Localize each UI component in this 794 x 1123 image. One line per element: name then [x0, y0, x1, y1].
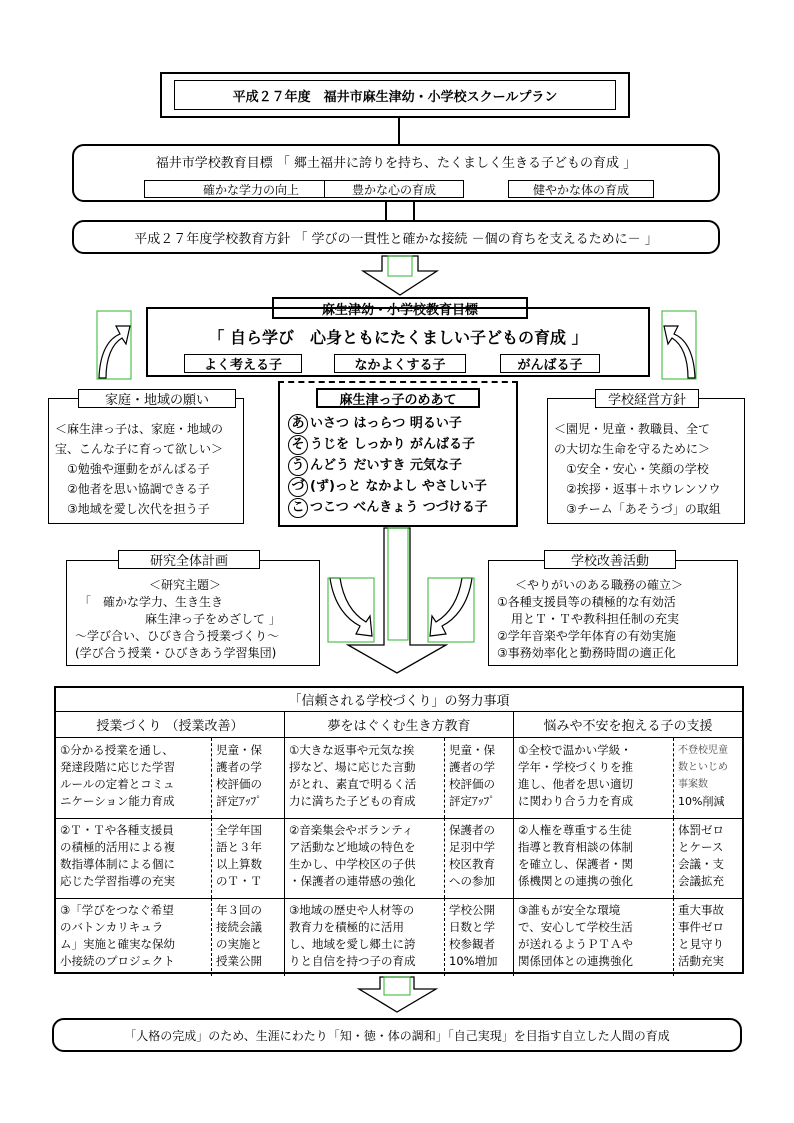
school-goal-item: なかよくする子 — [334, 354, 466, 373]
efforts-cell-side — [445, 818, 513, 898]
efforts-cell-line: 学年・学校づくりを推 — [518, 760, 633, 774]
school-goal-heading-text: 麻生津幼・小学校教育目標 — [321, 302, 478, 318]
research-line: 「 確かな学力、生き生き — [79, 595, 224, 609]
curved-arrow-icon — [96, 310, 136, 382]
efforts-cell-line: 発達段階に応じた学習 — [60, 760, 175, 774]
efforts-cell-side-line: 児童・保 — [216, 743, 262, 757]
improvement-heading-text: 学校改善活動 — [570, 554, 649, 569]
efforts-cell-side-line: 護者の学 — [449, 760, 495, 774]
city-goal-item: 健やかな体の育成 — [508, 180, 654, 198]
efforts-cell — [514, 898, 742, 976]
research-line: ＜研究主題＞ — [149, 578, 222, 592]
meate-row — [288, 476, 488, 497]
efforts-cell — [514, 818, 742, 898]
meate-text: うじを しっかり がんばる子 — [310, 437, 476, 452]
meate-heading-text: 麻生津っ子のめあて — [339, 392, 457, 408]
management-line: ＜園児・児童・教職員、全て — [554, 422, 711, 436]
school-goal-box — [146, 307, 650, 377]
efforts-cell-line: し、地域を愛し郷土に誇 — [289, 937, 416, 951]
efforts-cell — [285, 738, 514, 818]
research-heading — [118, 550, 260, 569]
efforts-cell-line: ③地域の歴史や人材等の — [289, 903, 415, 917]
efforts-cell-side-line: 会議拡充 — [678, 874, 724, 888]
efforts-row — [56, 738, 742, 819]
efforts-cell-line: ③「学びをつなぐ希望 — [60, 903, 174, 917]
research-line: 麻生津っ子をめざして 」 — [145, 612, 281, 626]
efforts-heading — [56, 688, 742, 712]
meate-text: いさつ はっらつ 明るい子 — [310, 416, 462, 431]
meate-text: んどう だいすき 元気な子 — [310, 458, 463, 473]
efforts-cell-side-line: 校評価の — [449, 777, 495, 791]
efforts-cell-main — [56, 738, 212, 818]
column-header: 悩みや不安を抱える子の支援 — [543, 719, 713, 734]
efforts-body — [56, 738, 742, 972]
efforts-cell-side-line: 足羽中学 — [449, 840, 495, 854]
efforts-cell-side-line: 授業公開 — [216, 954, 262, 968]
efforts-cell-side-line: 校評価の — [216, 777, 262, 791]
improvement-line: ＜やりがいのある職務の確立＞ — [515, 578, 684, 592]
research-box — [66, 560, 320, 666]
efforts-cell-main — [56, 898, 212, 976]
efforts-cell-side-line: のＴ・Ｔ — [216, 874, 262, 888]
efforts-cell-side-line: 評定ｱｯﾌﾟ — [216, 794, 262, 808]
efforts-cell-side-line: 10%増加 — [449, 954, 498, 968]
home-line: ①勉強や運動をがんばる子 — [67, 462, 210, 476]
management-line: ①安全・安心・笑顔の学校 — [566, 462, 709, 476]
efforts-cell-line: ア活動など地域の特色を — [289, 840, 416, 854]
efforts-cell-side-line: 活動充実 — [678, 954, 724, 968]
efforts-cell-line: ①大きな返事や元気な挨 — [289, 743, 415, 757]
meate-list — [288, 413, 488, 518]
management-line: ③チーム「あそうづ」の取組 — [566, 502, 721, 516]
management-line: ②挨拶・返事＋ホウレンソウ — [566, 482, 721, 496]
improvement-line: 用とＴ・Ｔや教科担任制の充実 — [511, 612, 680, 626]
home-wishes-heading — [78, 389, 236, 408]
efforts-column-headers — [56, 712, 742, 738]
efforts-cell-side — [445, 898, 513, 976]
plan-title: 平成２７年度 福井市麻生津幼・小学校スクールプラン — [232, 89, 558, 105]
meate-row — [288, 434, 488, 455]
improvement-heading — [544, 550, 676, 569]
efforts-cell — [514, 738, 742, 818]
down-arrow-icon — [356, 976, 440, 1014]
efforts-cell-line: ム」実施と確実な保幼 — [60, 937, 175, 951]
efforts-cell-side-line: 事件ゼロ — [678, 920, 724, 934]
efforts-cell-line: ・保護者の連帯感の強化 — [289, 874, 416, 888]
curved-arrow-icon — [658, 310, 698, 382]
management-line: の大切な生命を守るために＞ — [554, 442, 711, 456]
efforts-cell-line: がとれ、素直で明るく活 — [289, 777, 417, 791]
meate-row — [288, 413, 488, 434]
efforts-cell-line: ①全校で温かい学級・ — [518, 743, 632, 757]
efforts-cell-side-line: 会議・支 — [678, 857, 724, 871]
efforts-cell-line: 応じた学習指導の充実 — [60, 874, 175, 888]
efforts-cell-side — [674, 898, 742, 976]
management-heading — [595, 389, 699, 408]
efforts-cell-main — [56, 818, 212, 898]
efforts-cell-line: のバトンカリキュラ — [60, 920, 164, 934]
efforts-cell-main — [514, 818, 674, 898]
improvement-line: ③事務効率化と勤務時間の適正化 — [497, 646, 676, 660]
meate-heading — [316, 388, 480, 408]
efforts-cell-line: ルールの定着とコミュ — [60, 777, 175, 791]
management-heading-text: 学校経営方針 — [607, 393, 686, 408]
efforts-cell-line: 指導と教育相談の体制 — [518, 840, 633, 854]
efforts-cell-side-line: 以上算数 — [216, 857, 262, 871]
efforts-cell-line: 進し、他者を思い適切 — [518, 777, 633, 791]
efforts-cell-side-line: 語と３年 — [216, 840, 262, 854]
improvement-box — [488, 560, 738, 666]
efforts-cell-line: に関わり合う力を育成 — [518, 794, 633, 808]
efforts-cell-side-line: 保護者の — [449, 823, 495, 837]
curved-arrow-icon — [326, 576, 378, 646]
efforts-cell-line: 係機関との連携の強化 — [518, 874, 633, 888]
efforts-cell-side-line: 接続会議 — [216, 920, 262, 934]
policy-box — [72, 220, 720, 254]
research-line: ～学び合い、ひびき合う授業づくり～ — [75, 629, 280, 643]
efforts-cell — [56, 818, 285, 898]
efforts-cell-main — [285, 818, 445, 898]
meate-mark: づ — [288, 477, 308, 497]
home-line: ③地域を愛し次代を担う子 — [67, 502, 210, 516]
efforts-cell-line: 生かし、中学校区の子供 — [289, 857, 416, 871]
efforts-cell-line: 関係団体との連携強化 — [518, 954, 633, 968]
efforts-cell-side-line: 評定ｱｯﾌﾟ — [449, 794, 495, 808]
down-arrow-icon — [360, 255, 440, 297]
research-line: (学び合う授業・ひびきあう学習集団) — [75, 646, 277, 660]
final-goal-text: 「人格の完成」のため、生涯にわたり「知・徳・体の調和」「自己実現」を目指す自立した人間の育成 — [124, 1028, 670, 1043]
efforts-cell-main — [285, 738, 445, 818]
efforts-cell — [56, 898, 285, 976]
efforts-cell-line: の積極的活用による複 — [60, 840, 175, 854]
efforts-cell-side-line: 体罰ゼロ — [678, 823, 724, 837]
school-goal-item: よく考える子 — [184, 354, 302, 373]
school-goal-main: 「 自ら学び 心身ともにたくましい子どもの育成 」 — [208, 328, 588, 347]
efforts-cell-main — [285, 898, 445, 976]
efforts-cell-side — [445, 738, 513, 818]
efforts-heading-text: 「信頼される学校づくり」の努力事項 — [288, 694, 510, 709]
curved-arrow-icon — [424, 576, 476, 646]
home-line: ＜麻生津っ子は、家庭・地域の — [55, 422, 224, 436]
efforts-cell-side-line: 重大事故 — [678, 903, 724, 917]
efforts-cell — [285, 818, 514, 898]
efforts-cell-line: ニケーション能力育成 — [60, 794, 175, 808]
efforts-cell-line: が送れるようＰＴＡや — [518, 937, 633, 951]
efforts-cell-side — [212, 738, 284, 818]
efforts-cell-line: で、安心して学校生活 — [518, 920, 633, 934]
research-heading-text: 研究全体計画 — [149, 554, 228, 569]
efforts-cell-line: ②人権を尊重する生徒 — [518, 823, 632, 837]
efforts-cell-side — [212, 818, 284, 898]
meate-mark: あ — [288, 414, 308, 434]
research-lines — [75, 577, 281, 662]
efforts-cell-line: 教育力を積極的に活用 — [289, 920, 404, 934]
efforts-cell-side-line: 校区教育 — [449, 857, 495, 871]
efforts-row — [56, 818, 742, 899]
policy-text: 平成２７年度学校教育方針 「 学びの一貫性と確かな接続 －個の育ちを支えるために－ 」 — [134, 231, 658, 247]
efforts-cell-line: ①分かる授業を通し、 — [60, 743, 174, 757]
meate-row — [288, 455, 488, 476]
meate-mark: う — [288, 456, 308, 476]
efforts-cell-side-line: 事案数 — [678, 779, 708, 790]
city-goal-item: 豊かな心の育成 — [324, 180, 464, 198]
efforts-cell-side-line: 日数と学 — [449, 920, 495, 934]
column-header: 夢をはぐくむ生き方教育 — [285, 712, 514, 737]
efforts-cell-side-line: 10%削減 — [678, 795, 725, 808]
city-goal-text: 福井市学校教育目標 「 郷土福井に誇りを持ち、たくましく生きる子どもの育成 」 — [155, 156, 637, 171]
city-goal-box — [72, 144, 720, 202]
efforts-cell-main — [514, 738, 674, 818]
efforts-cell-line: りと自信を持つ子の育成 — [289, 954, 416, 968]
efforts-cell-side-line: 児童・保 — [449, 743, 495, 757]
efforts-cell-side — [212, 898, 284, 976]
meate-text: つこつ べんきょう つづける子 — [310, 500, 488, 515]
efforts-cell-side — [674, 818, 742, 898]
efforts-cell-side — [674, 738, 742, 818]
management-box — [547, 398, 745, 524]
efforts-cell-side-line: 校参観者 — [449, 937, 495, 951]
school-goal-item: がんばる子 — [500, 354, 600, 373]
final-goal-box — [52, 1018, 742, 1052]
efforts-cell-line: を確立し、保護者・関 — [518, 857, 633, 871]
home-wishes-box — [48, 398, 244, 524]
efforts-cell-side-line: と見守り — [678, 937, 724, 951]
efforts-cell-line: ③誰もが安全な環境 — [518, 903, 621, 917]
efforts-cell-line: 小接続のプロジェクト — [60, 954, 175, 968]
efforts-cell-line: 拶など、場に応じた言動 — [289, 760, 416, 774]
home-line: 宝、こんな子に育って欲しい＞ — [55, 442, 224, 456]
improvement-lines — [497, 577, 683, 662]
efforts-cell-line: ②音楽集会やボランティ — [289, 823, 414, 837]
meate-mark: そ — [288, 435, 308, 455]
home-wishes-heading-text: 家庭・地域の願い — [104, 393, 209, 408]
efforts-cell-side-line: 数といじめ — [678, 762, 728, 773]
efforts-cell-main — [514, 898, 674, 976]
efforts-cell — [285, 898, 514, 976]
efforts-table — [54, 686, 744, 974]
meate-text: (ず)っと なかよし やさしい子 — [310, 479, 487, 494]
column-header: 授業づくり （授業改善） — [56, 712, 285, 737]
efforts-cell-side-line: の実施と — [216, 937, 262, 951]
efforts-cell-side-line: 全学年国 — [216, 823, 262, 837]
efforts-cell-side-line: への参加 — [449, 874, 495, 888]
plan-title-frame — [160, 72, 630, 118]
efforts-cell-side-line: 護者の学 — [216, 760, 262, 774]
efforts-cell-side-line: 学校公開 — [449, 903, 495, 917]
efforts-cell-side-line: とケース — [678, 840, 724, 854]
meate-mark: こ — [288, 498, 308, 518]
efforts-cell-line: 力に満ちた子どもの育成 — [289, 794, 416, 808]
improvement-line: ①各種支援員等の積極的な有効活 — [497, 595, 676, 609]
management-lines — [554, 419, 721, 519]
efforts-cell-line: 数指導体制による個に — [60, 857, 175, 871]
efforts-cell-side-line: 不登校児童 — [678, 745, 728, 756]
efforts-cell-side-line: 年３回の — [216, 903, 262, 917]
meate-row — [288, 497, 488, 518]
efforts-cell-line: ②Ｔ・Ｔや各種支援員 — [60, 823, 174, 837]
home-wishes-lines — [55, 419, 223, 519]
efforts-cell — [56, 738, 285, 818]
improvement-line: ②学年音楽や学年体育の有効実施 — [497, 629, 676, 643]
efforts-row — [56, 898, 742, 976]
city-goal-item: 確かな学力の向上 — [144, 180, 358, 198]
home-line: ②他者を思い協調できる子 — [67, 482, 210, 496]
